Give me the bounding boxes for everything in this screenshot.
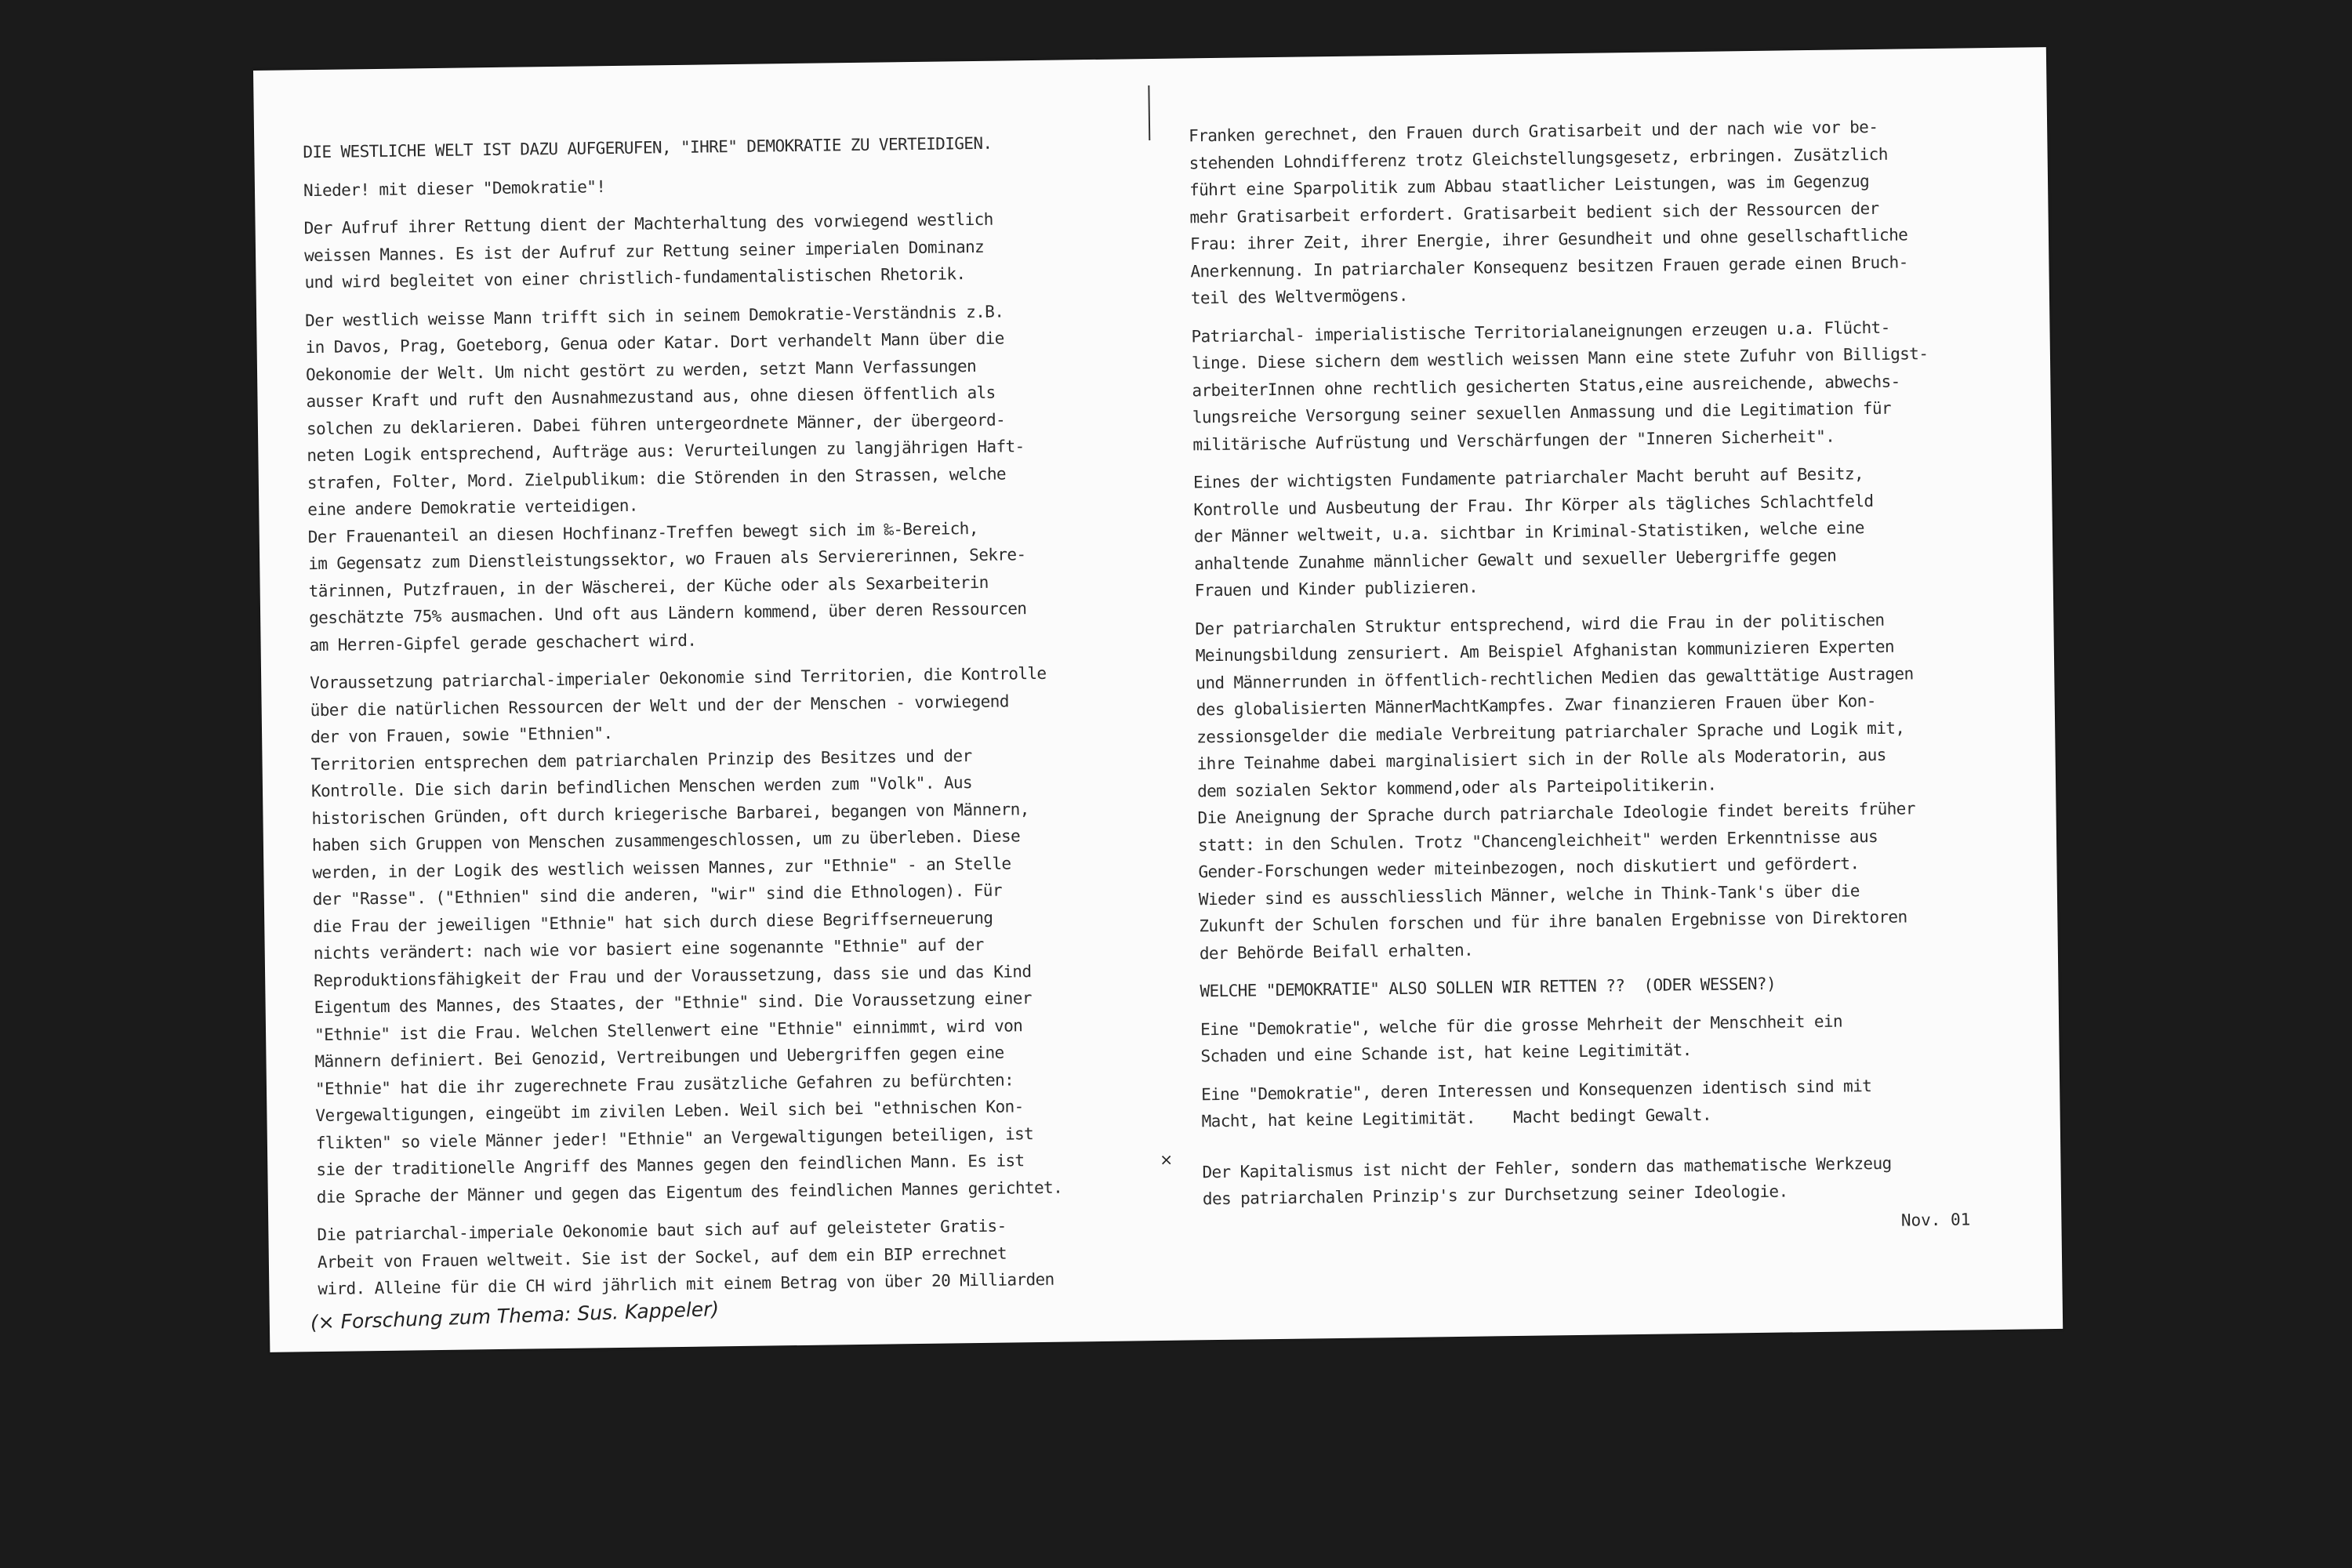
paragraph: Der Aufruf ihrer Rettung dient der Machterhaltung des vorwiegend westlich weissen Mannes. Es ist der Aufruf zur Rettung seiner imperialen Dominanz und wird begleitet von einer christlich-fundamentalistischen Rhetorik.	[303, 209, 993, 292]
footnote-mark: ×	[1160, 1149, 1174, 1169]
paragraph: Territorien entsprechen dem patriarchalen Prinzip des Besitzes und der Kontrolle. Die sich darin befindlichen Menschen werden zum "Volk". Aus historischen Gründen, oft durch kriegerische Barbarei, begangen von Männern, haben sich Gruppen von Menschen zusammengeschlossen, um zu überleben. Diese werden, in der Logik des westlich weissen Mannes, zur "Ethnie" - an Stelle der "Rasse". ("Ethnien" sind die anderen, "wir" sind die Ethnologen). Für die Frau der jeweiligen "Ethnie" hat sich durch diese Begriffserneuerung nichts verändert: nach wie vor basiert eine sogenannte "Ethnie" auf der Reproduktionsfähigkeit der Frau und der Voraussetzung, dass sie und das Kind Eigentum des Mannes, des Staates, der "Ethnie" sind. Die Voraussetzung einer "Ethnie" ist die Frau. Welchen Stellenwert eine "Ethnie" einnimmt, wird von Männern definiert. Bei Genozid, Vertreibungen und Uebergriffen gegen eine "Ethnie" hat die ihr zugerechnete Frau zusätzliche Gefahren zu befürchten: Vergewaltigungen, eingeübt im zivilen Leben. Weil sich bei "ethnischen Kon- flikten" so viele Männer jeder! "Ethnie" an Vergewaltigungen beteiligen, ist sie der traditionelle Angriff des Mannes gegen den feindlichen Mann. Es ist die Sprache der Männer und gegen das Eigentum des feindlichen Mannes gerichtet.	[310, 746, 1063, 1207]
paragraph: Die patriarchal-imperiale Oekonomie baut sich auf auf geleisteter Gratis- Arbeit von Frauen weltweit. Sie ist der Sockel, auf dem ein BIP errechnet wird. Alleine für die CH wird jährlich mit einem Betrag von über 20 Milliarden	[317, 1216, 1054, 1299]
slogan: Nieder! mit dieser "Demokratie"!	[303, 176, 606, 200]
right-column	[1189, 111, 2049, 1224]
date-label: Nov. 01	[1900, 1210, 1971, 1230]
paragraph: Voraussetzung patriarchal-imperialer Oekonomie sind Territorien, die Kontrolle über die natürlichen Ressourcen der Welt und der der Menschen - vorwiegend der von Frauen, sowie "Ethnien".	[310, 663, 1047, 747]
question-heading: WELCHE "DEMOKRATIE" ALSO SOLLEN WIR RETTEN ?? (ODER WESSEN?)	[1200, 974, 1777, 1001]
paragraph: Franken gerechnet, den Frauen durch Gratisarbeit und der nach wie vor be- stehenden Lohndifferenz trotz Gleichstellungsgesetz, erbringen. Zusätzlich führt eine Sparpolitik zum Abbau staatlicher Leistungen, was im Gegenzug mehr Gratisarbeit erfordert. Gratisarbeit bedient sich der Ressourcen der Frau: ihrer Zeit, ihrer Energie, ihrer Gesundheit und ohne gesellschaftliche Anerkennung. In patriarchaler Konsequenz besitzen Frauen gerade einen Bruch- teil des Weltvermögens.	[1189, 117, 1908, 308]
handwritten-note: (× Forschung zum Thema: Sus. Kappeler)	[310, 1297, 720, 1334]
paragraph: Eine "Demokratie", deren Interessen und Konsequenzen identisch sind mit Macht, hat keine Legitimität. Macht bedingt Gewalt.	[1201, 1076, 1872, 1131]
paragraph: Eines der wichtigsten Fundamente patriarchaler Macht beruht auf Besitz, Kontrolle und Ausbeutung der Frau. Ihr Körper als tägliches Schlachtfeld der Männer weltweit, u.a. sichtbar in Kriminal-Statistiken, welche eine anhaltende Zunahme männlicher Gewalt und sexueller Uebergriffe gegen Frauen und Kinder publizieren.	[1192, 464, 1874, 601]
paragraph: Eine "Demokratie", welche für die grosse Mehrheit der Menschheit ein Schaden und eine Schande ist, hat keine Legitimität.	[1200, 1011, 1843, 1066]
document-heading: DIE WESTLICHE WELT IST DAZU AUFGERUFEN, "IHRE" DEMOKRATIE ZU VERTEIDIGEN.	[303, 133, 993, 162]
paragraph: Patriarchal- imperialistische Territorialaneignungen erzeugen u.a. Flücht- linge. Diese sichern dem westlich weissen Mann eine stete Zufuhr von Billigst- arbeiterInnen ohne rechtlich gesicherten Status,eine ausreichende, abwechs- lungsreiche Versorgung seiner sexuellen Anmassung und die Legitimation für militärische Aufrüstung und Verschärfungen der "Inneren Sicherheit".	[1191, 318, 1929, 454]
paragraph: Der Kapitalismus ist nicht der Fehler, sondern das mathematische Werkzeug des patriarchalen Prinzip's zur Durchsetzung seiner Ideologie.	[1202, 1153, 1892, 1209]
document-page	[253, 47, 2063, 1352]
paragraph: Der Frauenanteil an diesen Hochfinanz-Treffen bewegt sich im ‰-Bereich, im Gegensatz zum Dienstleistungssektor, wo Frauen als Serviererinnen, Sekre- tärinnen, Putzfrauen, in der Wäscherei, der Küche oder als Sexarbeiterin geschätzte 75% ausmachen. Und oft aus Ländern kommend, über deren Ressourcen am Herren-Gipfel gerade geschachert wird.	[307, 518, 1027, 655]
paragraph: Der patriarchalen Struktur entsprechend, wird die Frau in der politischen Meinungsbildung zensuriert. Am Beispiel Afghanistan kommunizieren Experten und Männerrunden in öffentlich-rechtlichen Medien das gewalttätige Austragen des globalisierten MännerMachtKampfes. Zwar finanzieren Frauen über Kon- zessionsgelder die mediale Verbreitung patriarchaler Sprache und Logik mit, ihre Teinahme dabei marginalisiert sich in der Rolle als Moderatorin, aus dem sozialen Sektor kommend,oder als Parteipolitikerin.	[1195, 610, 1914, 800]
paragraph: Der westlich weisse Mann trifft sich in seinem Demokratie-Verständnis z.B. in Davos, Prag, Goeteborg, Genua oder Katar. Dort verhandelt Mann über die Oekonomie der Welt. Um nicht gestört zu werden, setzt Mann Verfassungen ausser Kraft und ruft den Ausnahmezustand aus, ohne diesen öffentlich als solchen zu deklarieren. Dabei führen untergeordnete Männer, der übergeord- neten Logik entsprechend, Aufträge aus: Verurteilungen zu langjährigen Haft- strafen, Folter, Mord. Zielpublikum: die Störenden in den Strassen, welche eine andere Demokratie verteidigen.	[305, 301, 1025, 520]
paragraph: Die Aneignung der Sprache durch patriarchale Ideologie findet bereits früher statt: in den Schulen. Trotz "Chancengleichheit" werden Erkenntnisse aus Gender-Forschungen weder miteinbezogen, noch diskutiert und gefördert. Wieder sind es ausschliesslich Männer, welche in Think-Tank's über die Zukunft der Schulen forschen und für ihre banalen Ergebnisse von Direktoren der Behörde Beifall erhalten.	[1197, 799, 1915, 963]
left-column	[303, 128, 1165, 1314]
